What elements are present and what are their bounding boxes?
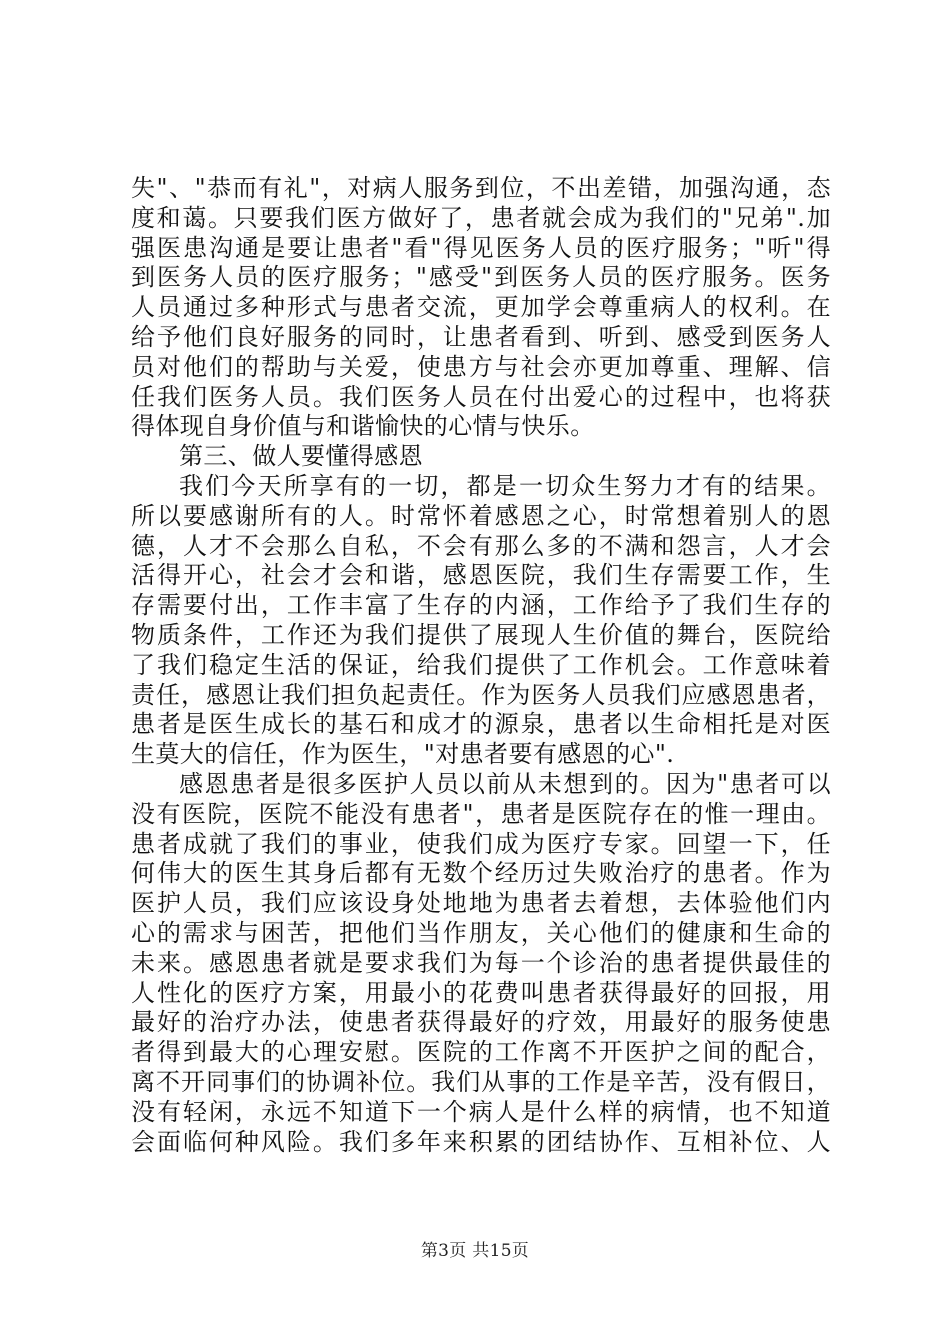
- text-line: 所以要感谢所有的人。时常怀着感恩之心，时常想着别人的恩: [131, 501, 831, 530]
- text-line: 会面临何种风险。我们多年来积累的团结协作、互相补位、人: [131, 1127, 831, 1156]
- text-line: 生莫大的信任，作为医生，"对患者要有感恩的心".: [131, 740, 675, 769]
- text-line: 给予他们良好服务的同时，让患者看到、听到、感受到医务人: [131, 322, 831, 351]
- text-line: 任我们医务人员。我们医务人员在付出爱心的过程中，也将获: [131, 382, 831, 411]
- text-line: 强医患沟通是要让患者"看"得见医务人员的医疗服务；"听"得: [131, 233, 831, 262]
- text-line: 物质条件，工作还为我们提供了展现人生价值的舞台，医院给: [131, 620, 831, 649]
- text-line: 未来。感恩患者就是要求我们为每一个诊治的患者提供最佳的: [131, 948, 831, 977]
- page-number-footer: 第3页 共15页: [420, 1241, 530, 1261]
- text-line: 何伟大的医生其身后都有无数个经历过失败治疗的患者。作为: [131, 859, 831, 888]
- text-line: 德，人才不会那么自私，不会有那么多的不满和怨言，人才会: [131, 531, 831, 560]
- text-line: 最好的治疗办法，使患者获得最好的疗效，用最好的服务使患: [131, 1008, 831, 1037]
- text-line: 医护人员，我们应该设身处地地为患者去着想，去体验他们内: [131, 889, 831, 918]
- text-line: 离不开同事们的协调补位。我们从事的工作是辛苦，没有假日，: [131, 1067, 831, 1096]
- text-line: 第三、做人要懂得感恩: [179, 442, 423, 471]
- text-line: 度和蔼。只要我们医方做好了，患者就会成为我们的"兄弟".加: [131, 203, 831, 232]
- text-line: 没有轻闲，永远不知道下一个病人是什么样的病情，也不知道: [131, 1097, 831, 1126]
- text-line: 得体现自身价值与和谐愉快的心情与快乐。: [131, 412, 595, 441]
- text-line: 没有医院，医院不能没有患者"，患者是医院存在的惟一理由。: [131, 799, 831, 828]
- text-line: 到医务人员的医疗服务；"感受"到医务人员的医疗服务。医务: [131, 263, 831, 292]
- text-line: 心的需求与困苦，把他们当作朋友，关心他们的健康和生命的: [131, 918, 831, 947]
- text-line: 我们今天所享有的一切，都是一切众生努力才有的结果。: [179, 471, 831, 500]
- text-line: 活得开心，社会才会和谐，感恩医院，我们生存需要工作，生: [131, 561, 831, 590]
- text-line: 存需要付出，工作丰富了生存的内涵，工作给予了我们生存的: [131, 591, 831, 620]
- text-line: 人性化的医疗方案，用最小的花费叫患者获得最好的回报，用: [131, 978, 831, 1007]
- text-line: 患者成就了我们的事业，使我们成为医疗专家。回望一下，任: [131, 829, 831, 858]
- text-line: 人员通过多种形式与患者交流，更加学会尊重病人的权利。在: [131, 293, 831, 322]
- text-line: 了我们稳定生活的保证，给我们提供了工作机会。工作意味着: [131, 650, 831, 679]
- text-line: 者得到最大的心理安慰。医院的工作离不开医护之间的配合，: [131, 1038, 831, 1067]
- text-line: 患者是医生成长的基石和成才的源泉，患者以生命相托是对医: [131, 710, 831, 739]
- text-line: 员对他们的帮助与关爱，使患方与社会亦更加尊重、理解、信: [131, 352, 831, 381]
- document-body: [131, 174, 831, 1157]
- text-line: 失"、"恭而有礼"，对病人服务到位，不出差错，加强沟通，态: [131, 174, 831, 202]
- text-line: 感恩患者是很多医护人员以前从未想到的。因为"患者可以: [179, 769, 831, 798]
- text-line: 责任，感恩让我们担负起责任。作为医务人员我们应感恩患者，: [131, 680, 831, 709]
